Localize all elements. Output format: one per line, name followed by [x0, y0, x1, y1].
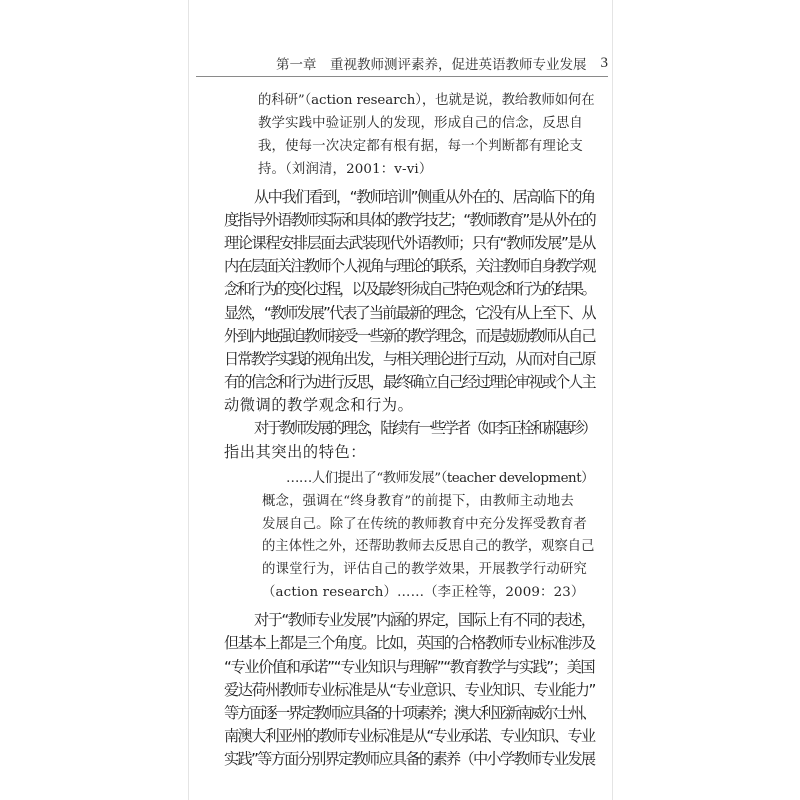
text-line: 度指导外语教师实际和具体的教学技艺；“教师教育”是从外在的 [224, 210, 595, 229]
text-line: 爱达荷州教师专业标准是从“专业意识、专业知识、专业能力” [224, 680, 596, 699]
paragraph-professional-standards [224, 609, 596, 771]
text-line: 南澳大利亚州的教师专业标准是从“专业承诺、专业知识、专业 [224, 727, 595, 746]
text-line: 对于教师发展的理念，陆续有一些学者（如李正栓和郝惠珍） [254, 419, 595, 438]
text-line: 但基本上都是三个角度。比如，英国的合格教师专业标准涉及 [224, 634, 595, 653]
text-line: 动微调的教学观念和行为。 [224, 396, 414, 415]
quote-line: 教学实践中验证别人的发现，形成自己的信念，反思自 [258, 115, 583, 131]
quote-line: 概念，强调在“终身教育”的前提下，由教师主动地去 [262, 493, 574, 509]
quote-line: 的主体性之外，还帮助教师去反思自己的教学，观察自己 [262, 539, 595, 555]
text-line: “专业价值和承诺”“专业知识与理解”“教育教学与实践”；美国 [224, 657, 595, 676]
text-line: 显然，“教师发展”代表了当前最新的理念，它没有从上至下、从 [224, 303, 595, 322]
block-quote-liu [224, 90, 596, 182]
text-line: 念和行为的变化过程，以及最终形成自己特色观念和行为的结果。 [224, 280, 595, 299]
text-line: 理论课程安排层面去武装现代外语教师；只有“教师发展”是从 [224, 233, 596, 252]
text-line: 指出其突出的特色： [224, 442, 367, 461]
quote-line: 发展自己。除了在传统的教师教育中充分发挥受教育者 [262, 516, 587, 532]
chapter-title: 第一章 重视教师测评素养，促进英语教师专业发展 [276, 57, 587, 73]
text-line: 内在层面关注教师个人视角与理论的联系，关注教师自身教学观 [224, 257, 595, 276]
text-line: 对于“教师专业发展”内涵的界定，国际上有不同的表述， [254, 611, 595, 630]
quote-line: 的课堂行为，评估自己的教学效果，开展教学行动研究 [262, 562, 587, 578]
paragraph-teacher-development [224, 186, 596, 418]
header-divider [196, 76, 608, 77]
page-content [224, 90, 596, 790]
text-line: 日常教学实践的视角出发，与相关理论进行互动，从而对自己原 [224, 349, 595, 368]
running-header [196, 52, 608, 74]
quote-line: 持。（刘润清，2001：v-vi） [258, 161, 433, 177]
page-number: 3 [600, 54, 608, 71]
quote-line: 我，使每一次决定都有根有据，每一个判断都有理论支 [258, 138, 583, 154]
quote-line: 的科研”（action research），也就是说，教给教师如何在 [258, 93, 595, 108]
text-line: 有的信念和行为进行反思，最终确立自己经过理论审视或个人主 [224, 373, 595, 392]
page-edge-left [188, 0, 189, 800]
block-quote-li [224, 468, 596, 605]
quote-line: ……人们提出了“教师发展”（teacher development） [286, 470, 594, 486]
page-edge-right [612, 0, 613, 800]
text-line: 等方面逐一界定教师应具备的十项素养；澳大利亚新南威尔士州、 [224, 703, 595, 722]
text-line: 实践”等方面分别界定教师应具备的素养（中小学教师专业发展 [224, 750, 595, 769]
quote-line: （action research）……（李正栓等，2009：23） [262, 585, 585, 601]
paragraph-scholars [224, 417, 596, 463]
text-line: 外到内地强迫教师接受一些新的教学理念，而是鼓励教师从自己 [224, 326, 595, 345]
text-line: 从中我们看到，“教师培训”侧重从外在的、居高临下的角 [254, 187, 595, 206]
